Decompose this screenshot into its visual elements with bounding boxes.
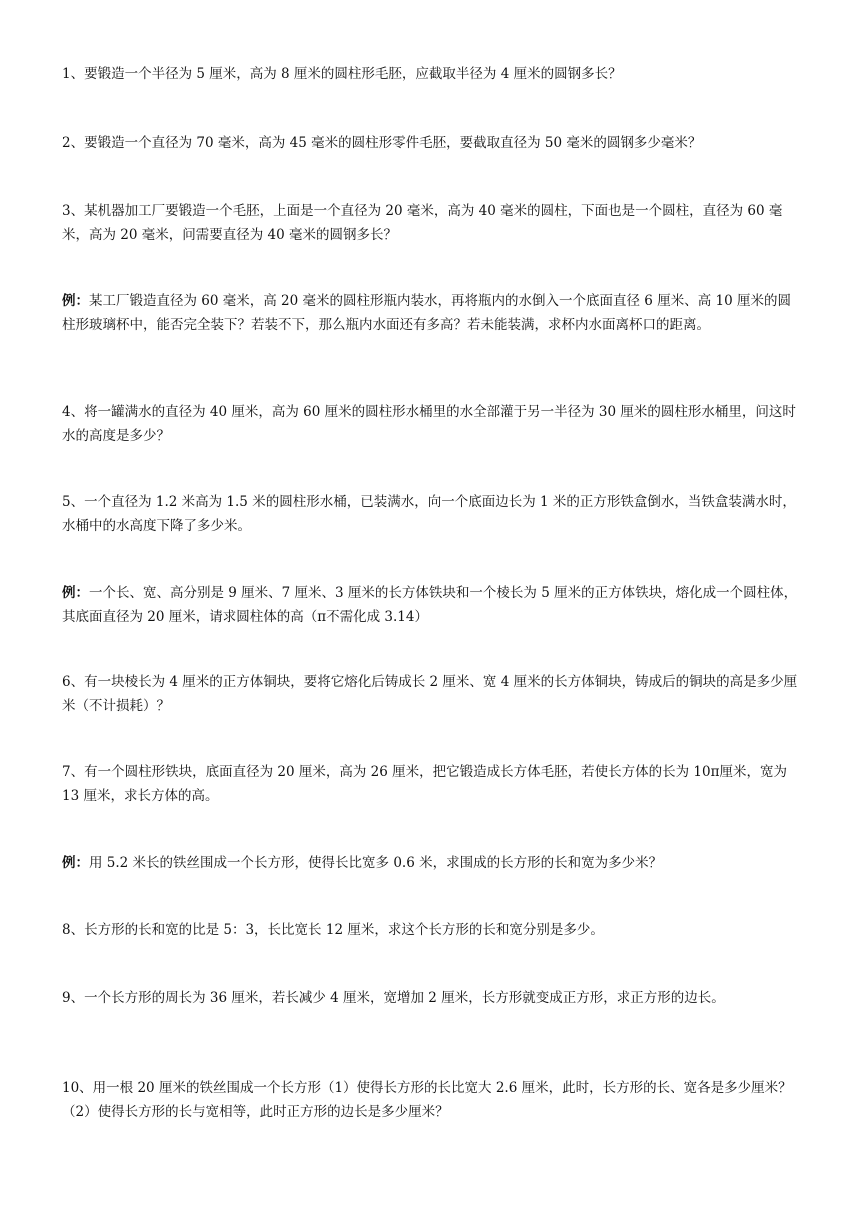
problem-7 xyxy=(62,760,802,808)
problem-text: 2、要锻造一个直径为 70 毫米，高为 45 毫米的圆柱形零件毛胚，要截取直径为 50 毫米的圆钢多少毫米？ xyxy=(62,135,702,151)
problem-text: 8、长方形的长和宽的比是 5：3，长比宽长 12 厘米，求这个长方形的长和宽分别是多少。 xyxy=(62,922,604,938)
problem-text: 用 5.2 米长的铁丝围成一个长方形，使得长比宽多 0.6 米，求围成的长方形的长和宽为多少米？ xyxy=(89,855,663,871)
problem-text: 5、一个直径为 1.2 米高为 1.5 米的圆柱形水桶，已装满水，向一个底面边长为 1 米的正方形铁盒倒水，当铁盒装满水时，水桶中的水高度下降了多少米。 xyxy=(62,494,796,534)
problem-text: 6、有一块棱长为 4 厘米的正方体铜块，要将它熔化后铸成长 2 厘米、宽 4 厘米的长方体铜块，铸成后的铜块的高是多少厘米（不计损耗）？ xyxy=(62,674,798,714)
example-3 xyxy=(62,851,802,875)
problem-text: 10、用一根 20 厘米的铁丝围成一个长方形（1）使得长方形的长比宽大 2.6 厘米，此时，长方形的长、宽各是多少厘米？（2）使得长方形的长与宽相等，此时正方形的边长是多少厘米？ xyxy=(62,1080,792,1120)
example-label: 例： xyxy=(62,855,89,871)
problem-8 xyxy=(62,918,802,942)
problem-text: 7、有一个圆柱形铁块，底面直径为 20 厘米，高为 26 厘米，把它锻造成长方体毛胚，若使长方体的长为 10π厘米，宽为 13 厘米，求长方体的高。 xyxy=(62,764,787,804)
problem-4 xyxy=(62,400,802,448)
problem-text: 一个长、宽、高分别是 9 厘米、7 厘米、3 厘米的长方体铁块和一个棱长为 5 厘米的正方体铁块，熔化成一个圆柱体，其底面直径为 20 厘米，请求圆柱体的高（π不需化成 3.14） xyxy=(62,585,798,625)
example-label: 例： xyxy=(62,585,89,601)
example-label: 例： xyxy=(62,293,89,309)
example-2 xyxy=(62,581,802,629)
problem-text: 某工厂锻造直径为 60 毫米，高 20 毫米的圆柱形瓶内装水，再将瓶内的水倒入一个底面直径 6 厘米、高 10 厘米的圆柱形玻璃杯中，能否完全装下？若装不下，那么瓶内水面还有多高？若未能装满，求杯内水面离杯口的距离。 xyxy=(62,293,791,333)
problem-text: 3、某机器加工厂要锻造一个毛胚，上面是一个直径为 20 毫米，高为 40 毫米的圆柱，下面也是一个圆柱，直径为 60 毫米，高为 20 毫米，问需要直径为 40 毫米的圆钢多长？ xyxy=(62,203,783,243)
problem-text: 9、一个长方形的周长为 36 厘米，若长减少 4 厘米，宽增加 2 厘米，长方形就变成正方形，求正方形的边长。 xyxy=(62,990,725,1006)
problem-text: 4、将一罐满水的直径为 40 厘米，高为 60 厘米的圆柱形水桶里的水全部灌于另一半径为 30 厘米的圆柱形水桶里，问这时水的高度是多少？ xyxy=(62,404,796,444)
problem-9 xyxy=(62,986,802,1010)
problem-5 xyxy=(62,490,802,538)
example-1 xyxy=(62,289,802,337)
problem-1 xyxy=(62,62,802,86)
problem-6 xyxy=(62,670,802,718)
problem-3 xyxy=(62,199,802,247)
problem-10 xyxy=(62,1076,802,1124)
problem-text: 1、要锻造一个半径为 5 厘米，高为 8 厘米的圆柱形毛胚，应截取半径为 4 厘米的圆钢多长？ xyxy=(62,66,622,82)
problem-2 xyxy=(62,131,802,155)
